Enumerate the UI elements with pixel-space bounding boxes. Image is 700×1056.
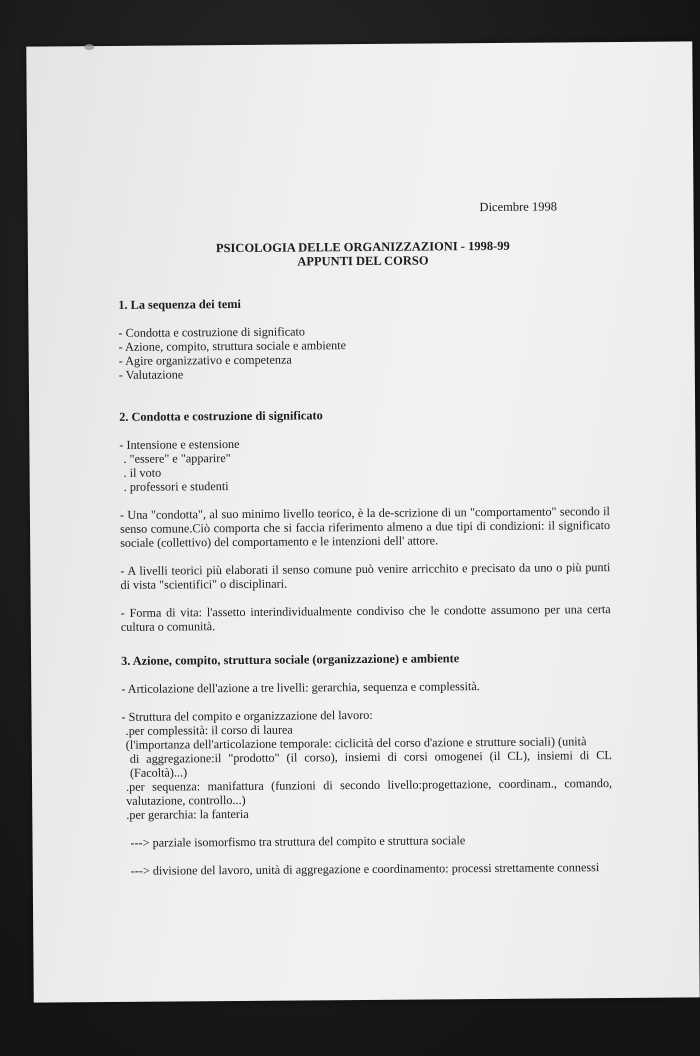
- document-title: [118, 238, 608, 270]
- list-item: . professori e studenti: [123, 479, 229, 494]
- paper-sheet: [26, 41, 699, 1002]
- list-item: . "essere" e "apparire": [123, 451, 231, 466]
- sub-item-detail: (l'importanza dell'articolazione temporale: ciclicità del corso d'azione e strutture sociali) (unità: [125, 734, 587, 752]
- sub-item-complessita: .per complessità: il corso di laurea: [125, 722, 293, 738]
- list-item: - Articolazione dell'azione a tre livelli: gerarchia, sequenza e complessità.: [121, 679, 480, 696]
- document-date: Dicembre 1998: [479, 199, 557, 215]
- list-item: - Condotta e costruzione di significato: [118, 324, 306, 340]
- list-intro: - Intensione e estensione: [119, 436, 240, 452]
- paragraph-livelli-teorici: - A livelli teorici più elaborati il senso comune può venire arricchito e precisato da uno o più punti di vista "scientifici" o disciplinari.: [120, 560, 611, 592]
- section-2-heading: 2. Condotta e costruzione di significato: [119, 408, 323, 424]
- arrow-note-isomorfismo: ---> parziale isomorfismo tra struttura del compito e struttura sociale: [130, 833, 466, 850]
- list-item: - Azione, compito, struttura sociale e ambiente: [118, 338, 347, 354]
- title-line-1: PSICOLOGIA DELLE ORGANIZZAZIONI - 1998-99: [215, 238, 510, 256]
- paragraph-forma-di-vita: - Forma di vita: l'assetto interindividualmente condiviso che le condotte assumono per una certa cultura o comunità.: [120, 602, 611, 634]
- sub-item-sequenza: .per sequenza: manifattura (funzioni di secondo livello:progettazione, coordinam., comando, valutazione, controllo...): [126, 776, 613, 808]
- list-item: . il voto: [123, 465, 162, 480]
- section-1-heading: 1. La sequenza dei temi: [118, 296, 241, 312]
- list-item: - Struttura del compito e organizzazione del lavoro:: [121, 707, 373, 724]
- title-line-2: APPUNTI DEL CORSO: [297, 253, 429, 269]
- list-item: - Agire organizzativo e competenza: [118, 352, 292, 368]
- list-item: - Valutazione: [118, 367, 184, 382]
- sub-item-detail-2: di aggregazione:il "prodotto" (il corso), insiemi di corsi omogenei (il CL), insiemi di CL (Facoltà)...): [129, 748, 612, 780]
- section-2: [119, 406, 611, 634]
- arrow-note-divisione: ---> divisione del lavoro, unità di aggregazione e coordinamento: processi strettamente connessi: [130, 860, 600, 878]
- sub-item-gerarchia: .per gerarchia: la fanteria: [126, 806, 249, 822]
- section-3: [121, 650, 613, 878]
- paragraph-condotta: - Una "condotta", al suo minimo livello teorico, è la de-scrizione di un "comportamento" secondo il senso comune.Ciò comporta che si faccia riferimento almeno a due tipi di condizioni: il significato sociale (collettivo) del comportamento e le intenzioni dell' attore.: [119, 504, 611, 550]
- section-1: [118, 294, 609, 382]
- staple-mark-icon: [84, 44, 94, 50]
- section-3-heading: 3. Azione, compito, struttura sociale (organizzazione) e ambiente: [121, 651, 460, 668]
